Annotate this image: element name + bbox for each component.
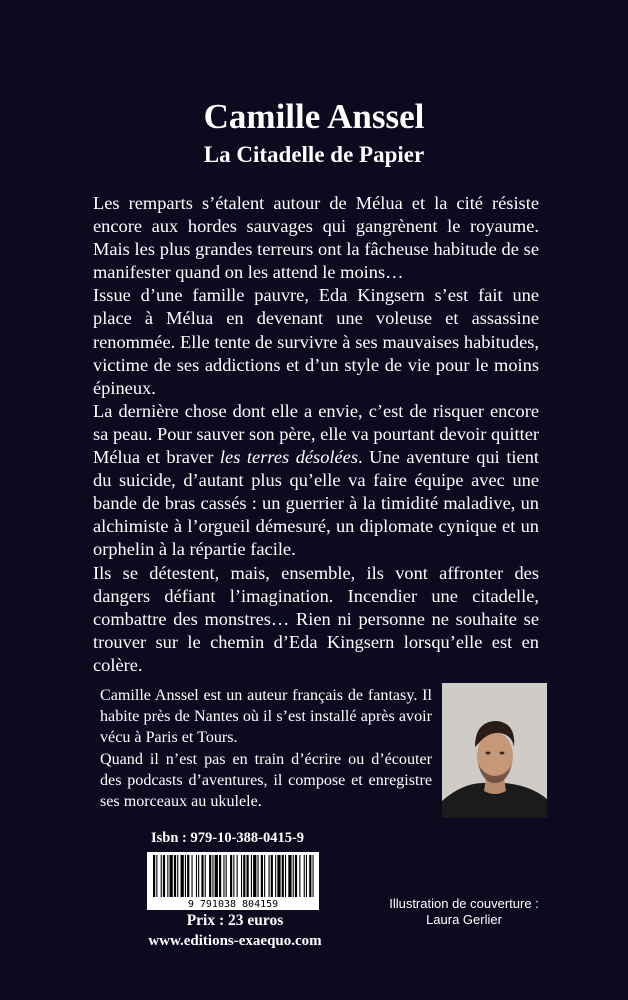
barcode-bar: [215, 855, 218, 897]
illustration-credit: [378, 896, 550, 928]
barcode-bar: [230, 855, 232, 897]
barcode-bar: [288, 855, 291, 897]
barcode-bar: [258, 855, 259, 897]
barcode-bar: [181, 855, 184, 897]
barcode: [147, 852, 319, 910]
barcode-bar: [261, 855, 263, 897]
barcode-bar: [269, 855, 270, 897]
barcode-bar: [243, 855, 245, 897]
barcode-digits: 9 791038 804159: [187, 899, 279, 910]
barcode-bar: [205, 855, 206, 897]
barcode-bar: [282, 855, 284, 897]
barcode-bar: [153, 855, 155, 897]
blurb: [93, 192, 539, 677]
barcode-bar: [161, 855, 162, 897]
barcode-bar: [209, 855, 211, 897]
barcode-bar: [295, 855, 297, 897]
bio-paragraph: Camille Anssel est un auteur français de fantasy. Il habite près de Nantes où il s’est installé après avoir vécu à Paris et Tours.: [100, 687, 432, 747]
barcode-bar: [299, 855, 300, 897]
blurb-paragraph: Les remparts s’étalent autour de Mélua et la cité résiste encore aux hordes sauvages qui gangrènent le royaume. Mais les plus grandes terreurs ont la fâcheuse habitude de se manifester quand on les attend le moins…: [93, 193, 539, 283]
book-title: La Citadelle de Papier: [203, 142, 425, 167]
blurb-italic-text: les terres désolées: [219, 447, 359, 468]
barcode-bar: [309, 855, 311, 897]
author-bio: [100, 685, 432, 812]
blurb-text: La dernière chose dont elle a envie, c’est de risquer encore sa peau. Pour sauver son père, elle va pourtant devoir quitter Mélua et braver: [93, 400, 539, 468]
bio-paragraph: Quand il n’est pas en train d’écrire ou d’écouter des podcasts d’aventures, il compose et enregistre ses morceaux au ukulele.: [100, 750, 432, 811]
barcode-bar: [196, 855, 197, 897]
barcode-bar: [306, 855, 307, 897]
author-portrait-image: [442, 683, 547, 818]
barcode-bar: [253, 855, 256, 897]
illustration-label: Illustration de couverture :: [389, 896, 539, 911]
barcode-bar: [163, 855, 165, 897]
barcode-bar: [167, 855, 168, 897]
barcode-bar: [192, 855, 193, 897]
barcode-bar: [212, 855, 213, 897]
barcode-bar: [277, 855, 280, 897]
barcode-bar: [247, 855, 249, 897]
barcode-bar: [170, 855, 173, 897]
barcode-bar: [251, 855, 252, 897]
barcode-bar: [201, 855, 203, 897]
barcode-bar: [174, 855, 176, 897]
barcode-bar: [264, 855, 265, 897]
barcode-bar: [275, 855, 276, 897]
barcode-bar: [177, 855, 178, 897]
blurb-paragraph: [93, 400, 539, 562]
barcode-image: [147, 852, 319, 910]
barcode-bar: [285, 855, 286, 897]
barcode-bar: [156, 855, 157, 897]
barcode-bar: [237, 855, 238, 897]
publisher-website: www.editions-exaequo.com: [148, 933, 322, 949]
author-name: Camille Anssel: [203, 97, 425, 136]
blurb-paragraph: Issue d’une famille pauvre, Eda Kingsern s’est fait une place à Mélua en devenant une voleuse et assassine renommée. Elle tente de survivre à ses mauvaises habitudes, victime de ses addictions et d’un style de vie pour le moins épineux.: [93, 285, 539, 398]
price-text: Prix : 23 euros: [186, 912, 284, 929]
illustrator-name: Laura Gerlier: [426, 912, 502, 927]
blurb-paragraph: Ils se détestent, mais, ensemble, ils vont affronter des dangers défiant l’imagination. Incendier une citadelle, combattre des monstres… Rien ni personne ne souhaite se trouver sur le chemin d’Eda Kingsern lorsqu’elle est en colère.: [93, 562, 539, 675]
barcode-bar: [304, 855, 305, 897]
barcode-bar: [219, 855, 221, 897]
barcode-bar: [271, 855, 273, 897]
barcode-bar: [241, 855, 242, 897]
author-photo: [442, 683, 547, 818]
barcode-bar: [226, 855, 227, 897]
barcode-bar: [313, 855, 314, 897]
barcode-bar: [233, 855, 234, 897]
barcode-bar: [198, 855, 199, 897]
barcode-bar: [223, 855, 224, 897]
blurb-text: . Une aventure qui tient du suicide, d’autant plus qu’elle va faire équipe avec une bande de bras cassés : un guerrier à la timidité maladive, un alchimiste à l’orgueil démesuré, un diplomate cynique et un orphelin à la répartie facile.: [93, 447, 540, 560]
isbn-text: Isbn : 979-10-388-0415-9: [151, 830, 305, 846]
barcode-bar: [293, 855, 294, 897]
barcode-bar: [187, 855, 189, 897]
barcode-bar: [185, 855, 186, 897]
